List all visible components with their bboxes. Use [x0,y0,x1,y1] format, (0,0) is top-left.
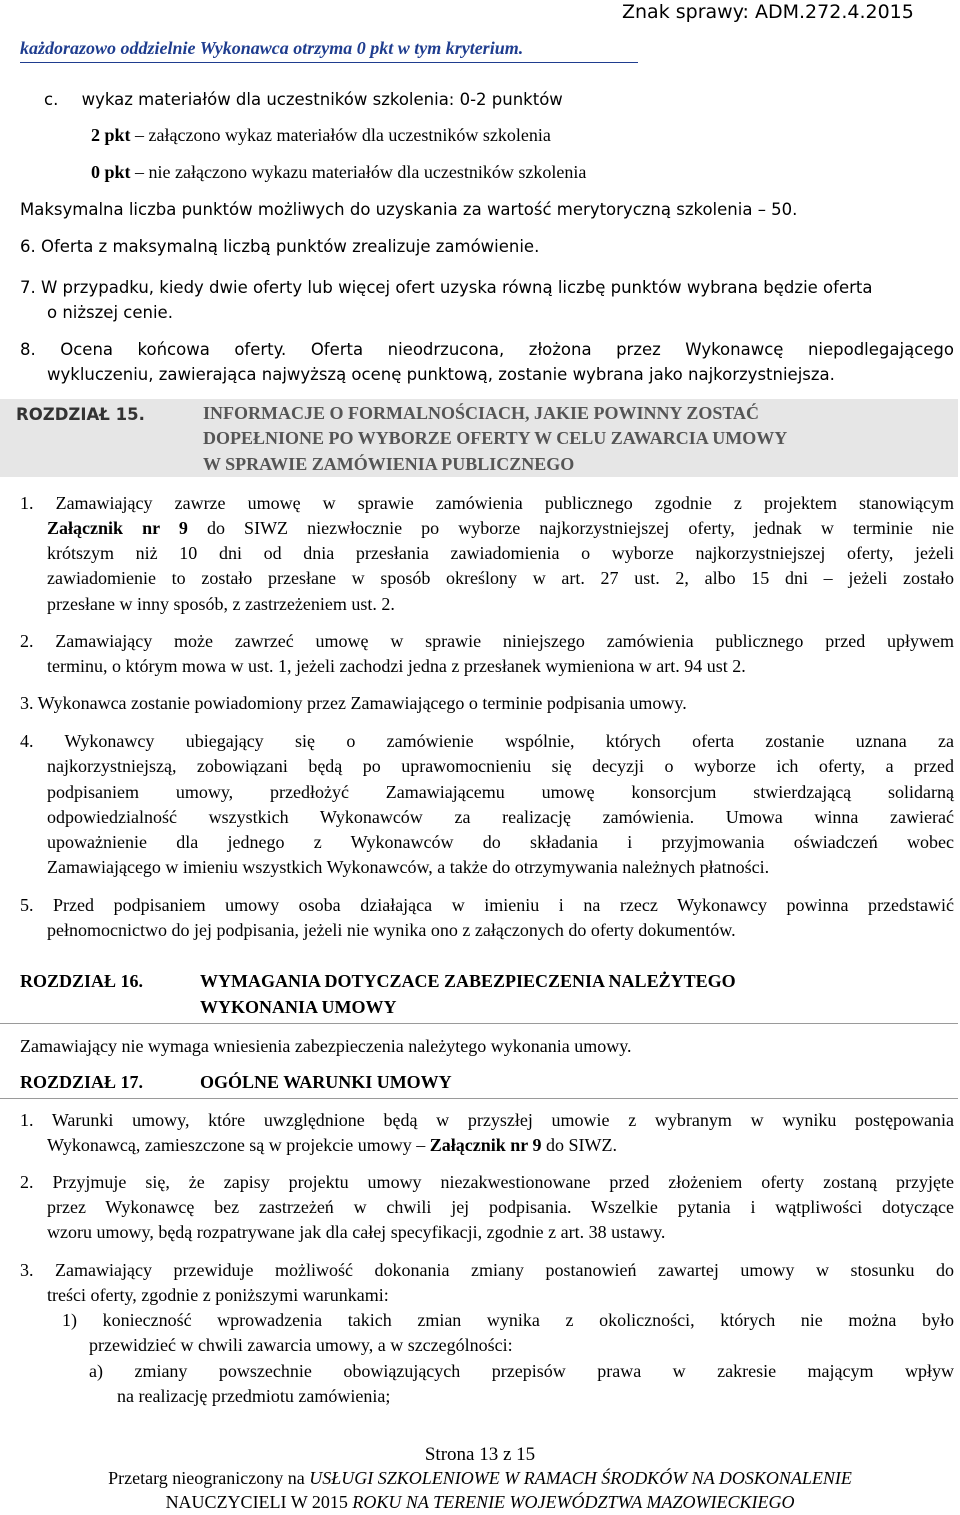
ch15-p2-l1: 2. Zamawiający może zawrzeć umowę w sprawie niniejszego zamówienia publicznego przed upływem [20,631,954,651]
ch15-p5-l2: pełnomocnictwo do jej podpisania, jeżeli nie wynika ono z załączonych do oferty dokumentów. [47,920,736,940]
ch15-p1-l2 [47,518,954,539]
chapter-16-title-l2: WYKONANIA UMOWY [200,997,397,1017]
ch17-p1-l1: 1. Warunki umowy, które uwzględnione będą w przyszłej umowie z wybranym w wyniku postępowania [20,1110,954,1130]
chapter-15-title-l1: INFORMACJE O FORMALNOŚCIACH, JAKIE POWINNY ZOSTAĆ [203,403,760,423]
criterion-c-marker: c. [44,90,59,109]
option-0-points: 0 pkt [91,162,131,182]
ch15-p4-l6: Zamawiającego w imieniu wszystkich Wykonawców, a także do otrzymywania należnych płatności. [47,857,770,877]
scoring-note [20,38,523,59]
ch17-p3-l2: treści oferty, zgodnie z poniższymi warunkami: [47,1285,389,1305]
chapter-16-label: ROZDZIAŁ 16. [20,971,144,991]
ch17-p2-l1: 2. Przyjmuje się, że zapisy projektu umowy niezakwestionowane przed złożeniem oferty zostaną przyjęte [20,1172,954,1192]
ch17-p2-l2: przez Wykonawcę bez zastrzeżeń w chwili jej podpisania. Wszelkie pytania i wątpliwości dotyczące [47,1197,954,1217]
footer-line-1-plain: Przetarg nieograniczony na [108,1468,310,1488]
chapter-17-rule [0,1098,958,1099]
chapter-17-title: OGÓLNE WARUNKI UMOWY [200,1072,452,1092]
ch17-p3-1a-l2: na realizację przedmiotu zamówienia; [117,1386,391,1406]
ch17-p3-1-l2: przewidzieć w chwili zawarcia umowy, a w szczególności: [89,1335,513,1355]
ch15-p4-l4: odpowiedzialność wszystkich Wykonawców za realizację zamówienia. Umowa winna zawierać [47,807,954,827]
chapter-15-label: ROZDZIAŁ 15. [16,405,145,424]
paragraph-7-line-1: 7. W przypadku, kiedy dwie oferty lub więcej ofert uzyska równą liczbę punktów wybrana będzie oferta [20,278,873,297]
ch15-p4-l5: upoważnienie dla jednego z Wykonawców do składania i przyjmowania oświadczeń wobec [47,832,954,852]
footer-line-2-italic: ROKU NA TERENIE WOJEWÓDZTWA MAZOWIECKIEGO [352,1492,795,1512]
attachment-9-ref: Załącznik nr 9 [47,518,188,538]
criterion-c-option-2 [91,125,551,146]
ch15-p1-l3: krótszym niż 10 dni od dnia przesłania zawiadomienia o wyborze najkorzystniejszej oferty, jeżeli [47,543,954,563]
ch17-p2-l3: wzoru umowy, będą rozpatrywane jak dla całej specyfikacji, zgodnie z art. 38 ustawy. [47,1222,666,1242]
option-2-text: – załączono wykaz materiałów dla uczestników szkolenia [130,125,551,145]
ch17-p1-l2-a: Wykonawcą, zamieszczone są w projekcie umowy – [47,1135,430,1155]
chapter-17-label: ROZDZIAŁ 17. [20,1072,144,1092]
ch15-p4-l1: 4. Wykonawcy ubiegający się o zamówienie wspólnie, których oferta zostanie uznana za [20,731,954,751]
ch15-p5-l1: 5. Przed podpisaniem umowy osoba działająca w imieniu i na rzecz Wykonawcy powinna przedstawić [20,895,954,915]
criterion-c-option-0 [91,162,586,183]
ch17-p1-l2-b: do SIWZ. [541,1135,617,1155]
paragraph-7-line-2: o niższej cenie. [47,303,173,322]
footer-line-2 [0,1492,960,1513]
ch17-attachment-9-ref: Załącznik nr 9 [429,1135,542,1155]
page-number: Strona 13 z 15 [424,1444,536,1465]
note-underline [20,62,638,63]
criterion-c [44,90,563,109]
option-0-text: – nie załączono wykazu materiałów dla uczestników szkolenia [130,162,587,182]
ch15-p1-l5: przesłane w inny sposób, z zastrzeżeniem ust. 2. [47,594,395,614]
chapter-15-title-l2: DOPEŁNIONE PO WYBORZE OFERTY W CELU ZAWARCIA UMOWY [203,428,788,448]
paragraph-8-line-2: wykluczeniu, zawierająca najwyższą ocenę punktową, zostanie wybrana jako najkorzystniejsza. [47,365,835,384]
ch15-p4-l3: podpisaniem umowy, przedłożyć Zamawiającemu umowę konsorcjum stwierdzającą solidarną [47,782,954,802]
max-points-text: Maksymalna liczba punktów możliwych do uzyskania za wartość merytoryczną szkolenia – 50. [20,200,798,219]
case-sign: Znak sprawy: ADM.272.4.2015 [622,1,914,23]
footer-line-2-plain: NAUCZYCIELI W 2015 [165,1492,353,1512]
paragraph-6: 6. Oferta z maksymalną liczbą punktów zrealizuje zamówienie. [20,237,540,256]
ch17-p3-1a-l1: a) zmiany powszechnie obowiązujących przepisów prawa w zakresie mającym wpływ [89,1361,954,1381]
chapter-16-text: Zamawiający nie wymaga wniesienia zabezpieczenia należytego wykonania umowy. [20,1036,632,1056]
paragraph-8-line-1: 8. Ocena końcowa oferty. Oferta nieodrzucona, złożona przez Wykonawcę niepodlegającego [20,340,954,359]
ch17-p1-l2 [47,1135,617,1156]
option-2-points: 2 pkt [91,125,131,145]
chapter-16-title-l1: WYMAGANIA DOTYCZACE ZABEZPIECZENIA NALEŻYTEGO [200,971,736,991]
ch15-p3: 3. Wykonawca zostanie powiadomiony przez Zamawiającego o terminie podpisania umowy. [20,693,687,713]
chapter-15-title-l3: W SPRAWIE ZAMÓWIENIA PUBLICZNEGO [203,454,575,474]
chapter-16-rule [0,1023,958,1024]
ch15-p1-l4: zawiadomienie to zostało przesłane w sposób określony w art. 27 ust. 2, albo 15 dni – jeżeli zostało [47,568,954,588]
ch17-p3-1-l1: 1) konieczność wprowadzenia takich zmian wynika z okoliczności, których nie można było [62,1310,954,1330]
criterion-c-text: wykaz materiałów dla uczestników szkolenia: 0-2 punktów [81,90,563,109]
footer-line-1 [0,1468,960,1489]
ch15-p2-l2: terminu, o którym mowa w ust. 1, jeżeli zachodzi jedna z przesłanek wymieniona w art. 94 ust 2. [47,656,746,676]
scoring-note-text: każdorazowo oddzielnie Wykonawca otrzyma 0 pkt w tym kryterium. [20,38,524,58]
ch17-p3-l1: 3. Zamawiający przewiduje możliwość dokonania zmiany postanowień zawartej umowy w stosunku do [20,1260,954,1280]
ch15-p1-l2-rest: do SIWZ niezwłocznie po wyborze najkorzystniejszej oferty, jednak w terminie nie [187,518,954,538]
footer-line-1-italic: USŁUGI SZKOLENIOWE W RAMACH ŚRODKÓW NA DOSKONALENIE [309,1468,852,1488]
ch15-p4-l2: najkorzystniejszą, zobowiązani będą po uprawomocnieniu się decyzji o wyborze ich oferty, a przed [47,756,954,776]
ch15-p1-l1: 1. Zamawiający zawrze umowę w sprawie zamówienia publicznego zgodnie z projektem stanowiącym [20,493,954,513]
